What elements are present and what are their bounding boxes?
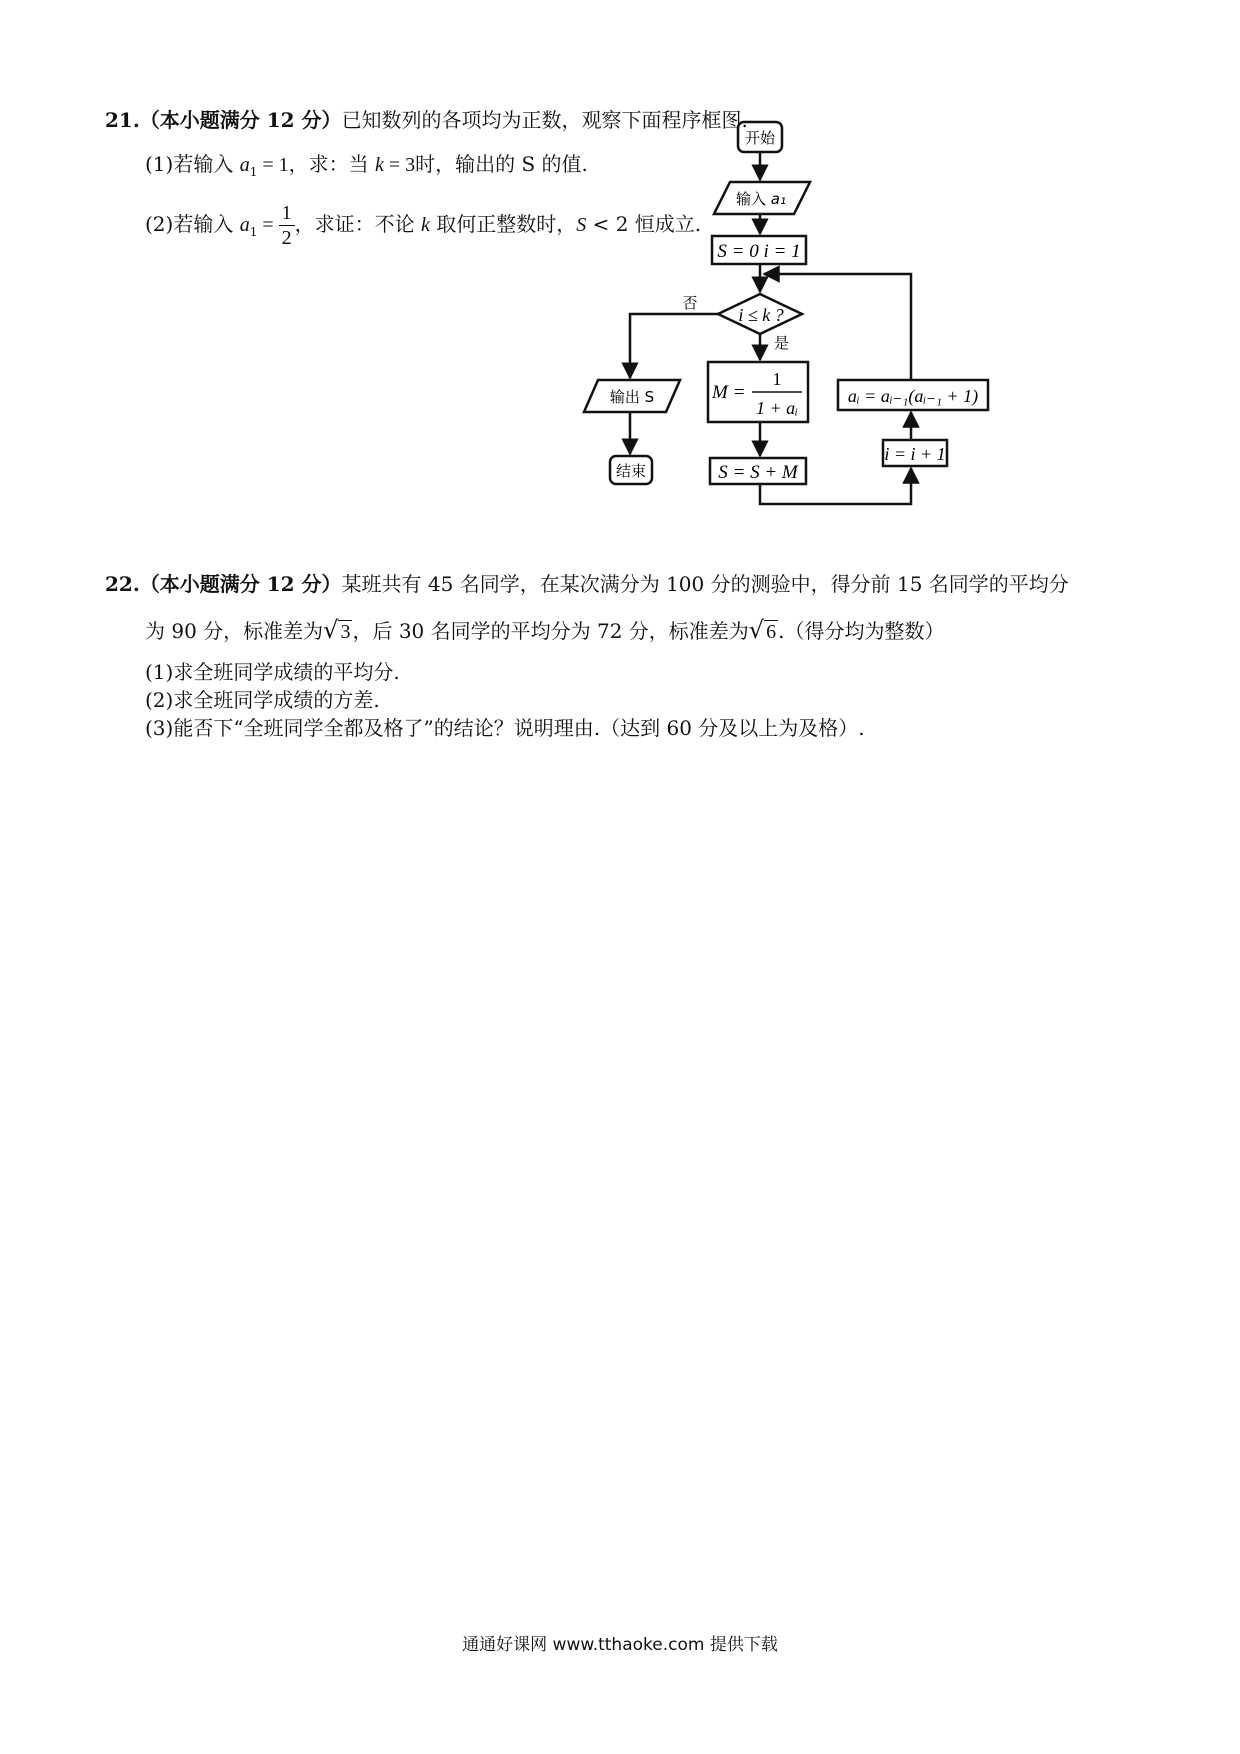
q21-part2-mid: ，求证：不论 <box>294 212 421 236</box>
q22-part3: (3)能否下“全班同学全都及格了”的结论？说明理由.（达到 60 分及以上为及格）. <box>145 716 865 740</box>
program-flowchart <box>609 129 1140 520</box>
a-update-label: aᵢ = aᵢ₋₁(aᵢ₋₁ + 1) <box>847 386 979 406</box>
q21-part1-prefix: (1)若输入 <box>145 152 240 176</box>
q22-score: （本小题满分 12 分） <box>139 572 342 596</box>
q21-part1-eq: = 1 <box>257 154 289 176</box>
input-label-text: 输入 <box>736 190 771 208</box>
input-label <box>736 190 786 208</box>
q22-stem-line2 <box>145 612 944 650</box>
m-numerator: 1 <box>772 369 782 389</box>
q21-part2 <box>145 196 701 260</box>
i-update-label: i = i + 1 <box>884 444 946 464</box>
end-label: 结束 <box>615 462 647 480</box>
m-lhs: M = <box>712 382 746 403</box>
start-label: 开始 <box>744 129 776 147</box>
q21-part2-s: S <box>576 214 587 236</box>
q21-part2-var: a <box>239 214 250 236</box>
q22-part1: (1)求全班同学成绩的平均分. <box>145 660 400 684</box>
q21-part1-keq: = 3 <box>383 154 416 176</box>
q22-stem2a: 为 90 分，标准差为 <box>145 619 324 643</box>
no-label: 否 <box>682 294 698 312</box>
q22-sqrt1-arg: 3 <box>340 621 351 643</box>
q21-part1-suffix: 时，输出的 S 的值. <box>415 152 588 176</box>
init-label: S = 0 i = 1 <box>717 241 801 262</box>
q22-part2: (2)求全班同学成绩的方差. <box>145 688 380 712</box>
q21-part2-sub: 1 <box>249 225 258 239</box>
page-footer: 通通好课网 www.tthaoke.com 提供下载 <box>462 1635 778 1655</box>
q22-sqrt-6: √ 6 <box>748 616 777 644</box>
q22-stem2c: .（得分均为整数） <box>778 619 945 643</box>
q21-part2-frac-den: 2 <box>281 227 292 249</box>
m-denominator: 1 + aᵢ <box>756 398 798 418</box>
q21-score: （本小题满分 12 分） <box>139 108 342 132</box>
q21-number: 21. <box>105 108 140 132</box>
q21-part1-k: k <box>374 154 384 176</box>
q22-stem2b: ，后 30 名同学的平均分为 72 分，标准差为 <box>352 619 749 643</box>
q21-part2-ineq: < 2 恒成立. <box>586 212 702 236</box>
q21-part1-var: a <box>239 154 250 176</box>
q21-part2-after-k: 取何正整数时， <box>429 212 577 236</box>
q21-part2-k: k <box>420 214 430 236</box>
q21-part2-eq: = <box>257 214 279 236</box>
q22-stem-line1 <box>105 570 1069 598</box>
q21-part1-sub: 1 <box>249 165 258 179</box>
s-update-label: S = S + M <box>718 462 798 483</box>
q21-stem-text: 已知数列的各项均为正数，观察下面程序框图. <box>341 108 748 132</box>
q22-number: 22. <box>105 572 140 596</box>
output-label: 输出 S <box>609 388 655 406</box>
q22-sqrt-3: √ 3 <box>323 616 351 644</box>
input-label-var: a₁ <box>770 190 786 208</box>
q22-sqrt2-arg: 6 <box>766 621 777 643</box>
q21-part1-mid: ，求：当 <box>288 152 375 176</box>
q21-part2-prefix: (2)若输入 <box>145 212 240 236</box>
q21-part2-fraction <box>279 201 295 250</box>
q21-part2-frac-num: 1 <box>279 201 295 226</box>
yes-label: 是 <box>774 334 790 352</box>
condition-label: i ≤ k ? <box>738 305 784 325</box>
q21-part1 <box>145 150 588 186</box>
q22-stem1: 某班共有 45 名同学，在某次满分为 100 分的测验中，得分前 15 名同学的平均分 <box>341 572 1069 596</box>
